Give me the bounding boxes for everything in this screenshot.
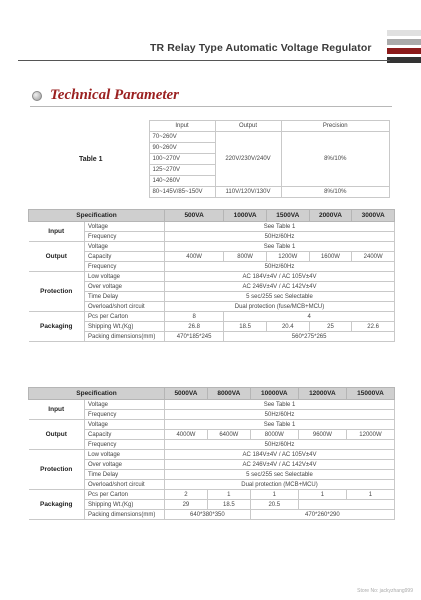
row-label: Frequency [85,440,165,450]
row-label: Over voltage [85,282,165,292]
output-frequency: 50Hz/60Hz [165,262,395,272]
low-voltage: AC 184V±4V / AC 105V±4V [165,450,395,460]
precision-main: 8%/10% [281,132,390,187]
pcs-value: 2 [165,490,208,500]
table-row [29,222,395,232]
dims-value: 470*185*245 [165,332,224,342]
dims-value: 470*260*290 [250,510,394,520]
table-header-row [29,388,395,400]
input-voltage: See Table 1 [165,400,395,410]
capacity-value: 1200W [266,252,309,262]
group-packaging: Packaging [29,490,85,520]
capacity-value: 9600W [298,430,346,440]
row-label: Low voltage [85,272,165,282]
pcs-value: 1 [250,490,298,500]
pcs-value: 4 [224,312,395,322]
input-frequency: 50Hz/60Hz [165,232,395,242]
model-header: 1500VA [266,210,309,222]
row-label: Shipping Wt.(Kg) [85,500,165,510]
group-input: Input [29,400,85,420]
header-rule [18,60,390,61]
row-label: Pcs per Carton [85,312,165,322]
model-header: 5000VA [165,388,208,400]
output-voltage: See Table 1 [165,242,395,252]
low-voltage: AC 184V±4V / AC 105V±4V [165,272,395,282]
table1-label: Table 1 [78,155,103,163]
precision-low: 8%/10% [281,187,390,198]
group-input: Input [29,222,85,242]
capacity-value: 4000W [165,430,208,440]
model-header: 1000VA [224,210,267,222]
model-header: 12000VA [298,388,346,400]
input-frequency: 50Hz/60Hz [165,410,395,420]
row-label: Shipping Wt.(Kg) [85,322,165,332]
row-label: Packing dimensions(mm) [85,510,165,520]
stripe-2 [387,39,421,45]
weight-value: 20.5 [250,500,298,510]
spec-table-small [28,209,395,342]
header-stripes [387,30,421,66]
row-label: Time Delay [85,292,165,302]
over-voltage: AC 246V±4V / AC 142V±4V [165,282,395,292]
table-row [33,121,390,132]
model-header: 2000VA [309,210,352,222]
table-row [29,490,395,500]
table-row [29,312,395,322]
pcs-value: 1 [207,490,250,500]
input-range: 90~260V [149,143,215,154]
section-rule [30,106,392,107]
input-range: 125~270V [149,165,215,176]
table-row [29,242,395,252]
bullet-icon [32,91,42,101]
output-frequency: 50Hz/60Hz [165,440,395,450]
column-header-output: Output [215,121,281,132]
weight-value: 22.6 [352,322,395,332]
time-delay: 5 sec/255 sec Selectable [165,470,395,480]
overload: Dual protection (MCB+MCU) [165,480,395,490]
table-row [29,450,395,460]
capacity-value: 6400W [207,430,250,440]
group-output: Output [29,242,85,272]
model-header: 500VA [165,210,224,222]
table-row [29,400,395,410]
weight-value: 20.4 [266,322,309,332]
spec-table-large [28,387,395,520]
capacity-value: 12000W [346,430,394,440]
weight-value-empty [298,500,394,510]
weight-value: 18.5 [224,322,267,332]
capacity-value: 800W [224,252,267,262]
capacity-value: 8000W [250,430,298,440]
column-header-precision: Precision [281,121,390,132]
weight-value: 25 [309,322,352,332]
store-watermark: Store No: jackyzhang999 [357,588,413,594]
row-label: Frequency [85,262,165,272]
dims-value: 560*275*265 [224,332,395,342]
group-output: Output [29,420,85,450]
stripe-4 [387,57,421,63]
input-voltage: See Table 1 [165,222,395,232]
table-row [29,420,395,430]
over-voltage: AC 246V±4V / AC 142V±4V [165,460,395,470]
row-label: Pcs per Carton [85,490,165,500]
group-packaging: Packaging [29,312,85,342]
spec-header: Specification [29,388,165,400]
output-voltage-main: 220V/230V/240V [215,132,281,187]
section-title: Technical Parameter [50,87,180,103]
model-header: 3000VA [352,210,395,222]
section-heading [32,87,179,104]
row-label: Voltage [85,400,165,410]
row-label: Frequency [85,410,165,420]
row-label: Over voltage [85,460,165,470]
row-label: Voltage [85,222,165,232]
table-row [29,272,395,282]
model-header: 8000VA [207,388,250,400]
row-label: Voltage [85,242,165,252]
capacity-value: 1600W [309,252,352,262]
row-label: Low voltage [85,450,165,460]
input-range: 140~260V [149,176,215,187]
model-header: 15000VA [346,388,394,400]
row-label: Overload/short circuit [85,480,165,490]
group-protection: Protection [29,450,85,490]
voltage-range-table [33,120,390,198]
model-header: 10000VA [250,388,298,400]
input-range: 80~145V/85~150V [149,187,215,198]
weight-value: 18.5 [207,500,250,510]
table-header-row [29,210,395,222]
weight-value: 29 [165,500,208,510]
row-label: Voltage [85,420,165,430]
overload: Dual protection (fuse/MCB+MCU) [165,302,395,312]
capacity-value: 400W [165,252,224,262]
group-protection: Protection [29,272,85,312]
stripe-3 [387,48,421,54]
pcs-value: 1 [298,490,346,500]
row-label: Packing dimensions(mm) [85,332,165,342]
spec-header: Specification [29,210,165,222]
row-label: Time Delay [85,470,165,480]
row-label: Overload/short circuit [85,302,165,312]
output-voltage: See Table 1 [165,420,395,430]
input-range: 100~270V [149,154,215,165]
row-label: Capacity [85,430,165,440]
row-label: Capacity [85,252,165,262]
input-range: 70~260V [149,132,215,143]
pcs-value: 8 [165,312,224,322]
header-title: TR Relay Type Automatic Voltage Regulator [150,42,372,54]
dims-value: 640*380*350 [165,510,251,520]
pcs-value: 1 [346,490,394,500]
weight-value: 26.8 [165,322,224,332]
row-label: Frequency [85,232,165,242]
time-delay: 5 sec/255 sec Selectable [165,292,395,302]
capacity-value: 2400W [352,252,395,262]
output-voltage-low: 110V/120V/130V [215,187,281,198]
column-header-input: Input [149,121,215,132]
top-band [0,0,421,10]
stripe-1 [387,30,421,36]
